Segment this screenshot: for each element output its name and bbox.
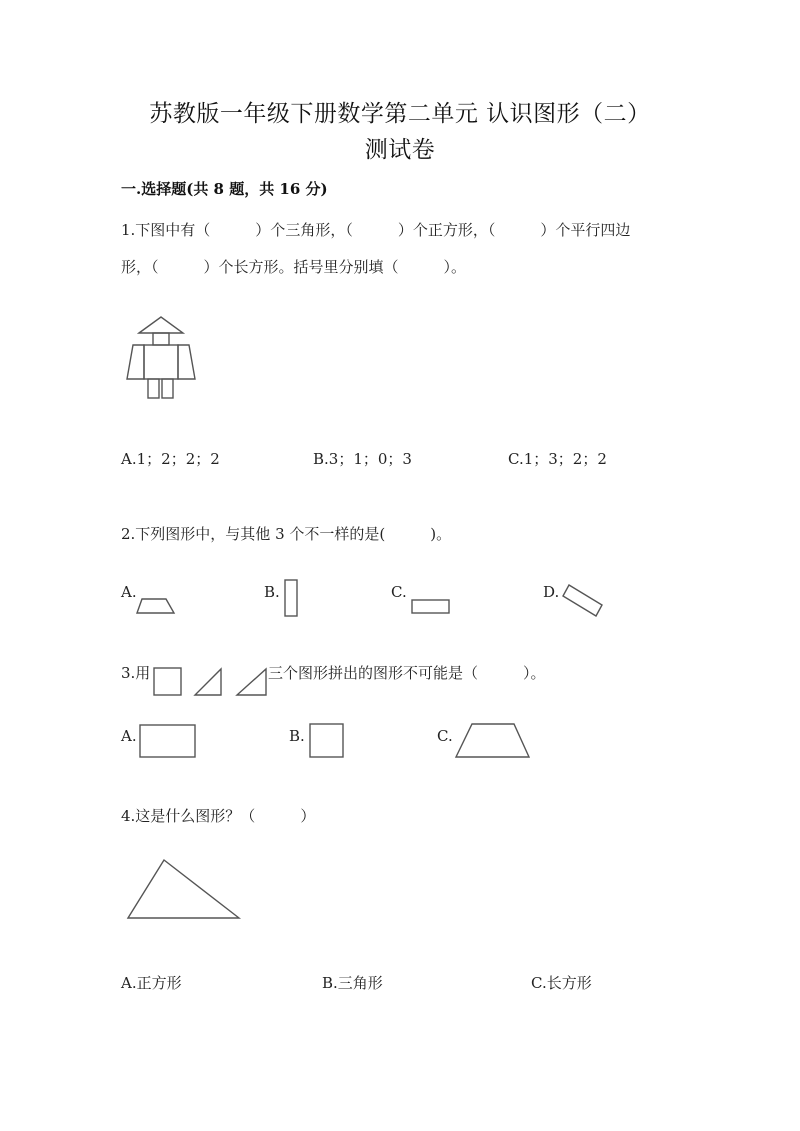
question-1-line-2: 形，（ ）个长方形。括号里分别填（ ）。 <box>121 258 467 276</box>
trapezoid-shape <box>454 722 532 760</box>
question-3-suffix: 三个图形拼出的图形不可能是（ ）。 <box>268 664 546 682</box>
page-subtitle: 测试卷 <box>364 137 436 163</box>
tall-rectangle-shape <box>283 578 303 618</box>
square-piece-icon <box>153 667 183 697</box>
robot-neck-square <box>153 333 169 345</box>
triangle-piece-icon <box>236 668 268 698</box>
question-4-option-a[interactable]: A.正方形 <box>121 974 182 992</box>
rectangle-shape <box>138 723 198 759</box>
question-3-option-a[interactable]: A. <box>121 727 137 745</box>
question-1-option-a[interactable]: A.1；2；2；2 <box>121 450 220 468</box>
obtuse-triangle-figure <box>125 858 243 922</box>
question-1-option-b[interactable]: B.3；1；0；3 <box>313 450 412 468</box>
triangle-piece-icon <box>194 668 224 698</box>
question-2-option-a[interactable]: A. <box>121 583 137 601</box>
question-1-line-1: 1.下图中有（ ）个三角形，（ ）个正方形，（ ）个平行四边 <box>121 221 631 239</box>
section-heading: 一.选择题(共 8 题，共 16 分) <box>121 180 328 198</box>
question-4-text: 4.这是什么图形？（ ） <box>121 807 316 825</box>
square-shape <box>308 722 346 760</box>
robot-left-arm <box>127 345 144 379</box>
question-4-option-b[interactable]: B.三角形 <box>322 974 383 992</box>
robot-hat-triangle <box>139 317 183 333</box>
robot-left-leg <box>148 379 159 398</box>
robot-figure <box>125 315 200 405</box>
tilted-rectangle-shape <box>560 582 605 620</box>
question-2-text: 2.下列图形中，与其他 3 个不一样的是( )。 <box>121 525 452 543</box>
question-3-option-b[interactable]: B. <box>289 727 305 745</box>
question-2-option-b[interactable]: B. <box>264 583 280 601</box>
parallelogram-shape <box>136 596 176 616</box>
question-4-option-c[interactable]: C.长方形 <box>531 974 592 992</box>
robot-body-rectangle <box>144 345 178 379</box>
question-2-option-c[interactable]: C. <box>391 583 407 601</box>
question-1-option-c[interactable]: C.1；3；2；2 <box>508 450 607 468</box>
robot-right-arm <box>178 345 195 379</box>
page-title: 苏教版一年级下册数学第二单元 认识图形（二） <box>149 101 651 127</box>
robot-right-leg <box>162 379 173 398</box>
question-2-option-d[interactable]: D. <box>543 583 560 601</box>
question-3-option-c[interactable]: C. <box>437 727 453 745</box>
question-3-prefix: 3.用 <box>121 664 151 682</box>
wide-rectangle-shape <box>410 598 452 616</box>
